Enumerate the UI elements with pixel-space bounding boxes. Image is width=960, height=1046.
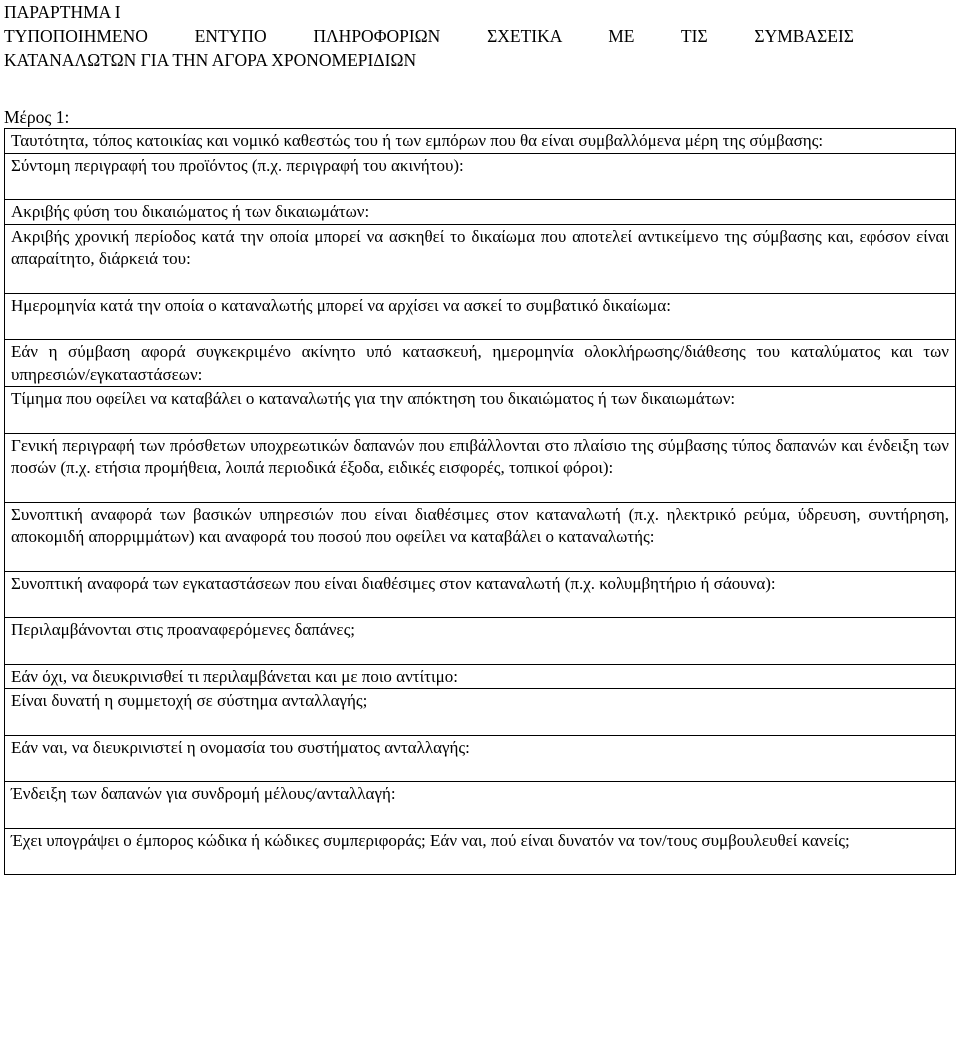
row-included: Περιλαμβάνονται στις προαναφερόμενες δαπάνες; [11,620,356,639]
row-exchange-name: Εάν ναι, να διευκρινιστεί η ονομασία του συστήματος ανταλλαγής: [11,737,470,757]
table-row [5,433,955,502]
table-row [5,571,955,618]
table-row [5,664,955,689]
info-table [4,128,956,875]
table-row [5,224,955,293]
document-header [4,0,854,72]
row-facilities: Συνοπτική αναφορά των εγκαταστάσεων που είναι διαθέσιμες στον καταναλωτή (π.χ. κολυμβητήριο ή σάουνα): [11,573,776,593]
table-row [5,153,955,200]
table-row [5,735,955,782]
row-construction: Εάν η σύμβαση αφορά συγκεκριμένο ακίνητο υπό κατασκευή, ημερομηνία ολοκλήρωσης/διάθεσης του καταλύματος και των υπηρεσιών/εγκαταστάσεων: [11,342,949,384]
row-price: Τίμημα που οφείλει να καταβάλει ο καταναλωτής για την απόκτηση του δικαιώματος ή των δικαιωμάτων: [11,389,736,408]
annex-title: ΠΑΡΑΡΤΗΜΑ Ι [4,2,121,22]
row-if-not-included: Εάν όχι, να διευκρινισθεί τι περιλαμβάνεται και με ποιο αντίτιμο: [11,666,458,686]
row-start-date: Ημερομηνία κατά την οποία ο καταναλωτής μπορεί να αρχίσει να ασκεί το συμβατικό δικαίωμα: [11,295,671,315]
row-membership-costs: Ένδειξη των δαπανών για συνδρομή μέλους/ανταλλαγή: [11,784,396,803]
table-row [5,128,955,153]
row-basic-services: Συνοπτική αναφορά των βασικών υπηρεσιών που είναι διαθέσιμες στον καταναλωτή (π.χ. ηλεκτρικό ρεύμα, ύδρευση, συντήρηση, αποκομιδή απορριμμάτων) και αναφορά του ποσού που οφείλει να καταβάλει ο καταναλωτής: [11,504,949,546]
row-right-nature: Ακριβής φύση του δικαιώματος ή των δικαιωμάτων: [11,202,370,221]
row-identity: Ταυτότητα, τόπος κατοικίας και νομικό καθεστώς του ή των εμπόρων που θα είναι συμβαλλόμενα μέρη της σύμβασης: [11,131,824,150]
table-row [5,502,955,571]
row-exchange-participation: Είναι δυνατή η συμμετοχή σε σύστημα ανταλλαγής; [11,691,368,710]
table-row [5,688,955,735]
row-product-description: Σύντομη περιγραφή του προϊόντος (π.χ. περιγραφή του ακινήτου): [11,155,464,175]
table-row [5,781,955,828]
row-time-period: Ακριβής χρονική περίοδος κατά την οποία μπορεί να ασκηθεί το δικαίωμα που αποτελεί αντικείμενο της σύμβασης και, εφόσον είναι απαραίτητο, διάρκειά του: [11,226,949,268]
table-row [5,293,955,340]
table-row [5,828,955,875]
table-row [5,386,955,433]
table-row [5,617,955,664]
row-code-of-conduct: Έχει υπογράψει ο έμπορος κώδικα ή κώδικες συμπεριφοράς; Εάν ναι, πού είναι δυνατόν να τον/τους συμβουλευθεί κανείς; [11,830,850,850]
table-row [5,339,955,386]
table-row [5,199,955,224]
part-heading: Μέρος 1: [4,107,70,127]
form-title-line-1: ΤΥΠΟΠΟΙΗΜΕΝΟ ΕΝΤΥΠΟ ΠΛΗΡΟΦΟΡΙΩΝ ΣΧΕΤΙΚΑ ΜΕ ΤΙΣ ΣΥΜΒΑΣΕΙΣ [4,26,854,46]
row-additional-costs: Γενική περιγραφή των πρόσθετων υποχρεωτικών δαπανών που επιβάλλονται στο πλαίσιο της σύμβασης τύπος δαπανών και ένδειξη των ποσών (π.χ. ετήσια προμήθεια, λοιπά περιοδικά έξοδα, ειδικές εισφορές, τοπικοί φόροι): [11,435,949,477]
form-title-line-2: ΚΑΤΑΝΑΛΩΤΩΝ ΓΙΑ ΤΗΝ ΑΓΟΡΑ ΧΡΟΝΟΜΕΡΙΔΙΩΝ [4,50,417,70]
